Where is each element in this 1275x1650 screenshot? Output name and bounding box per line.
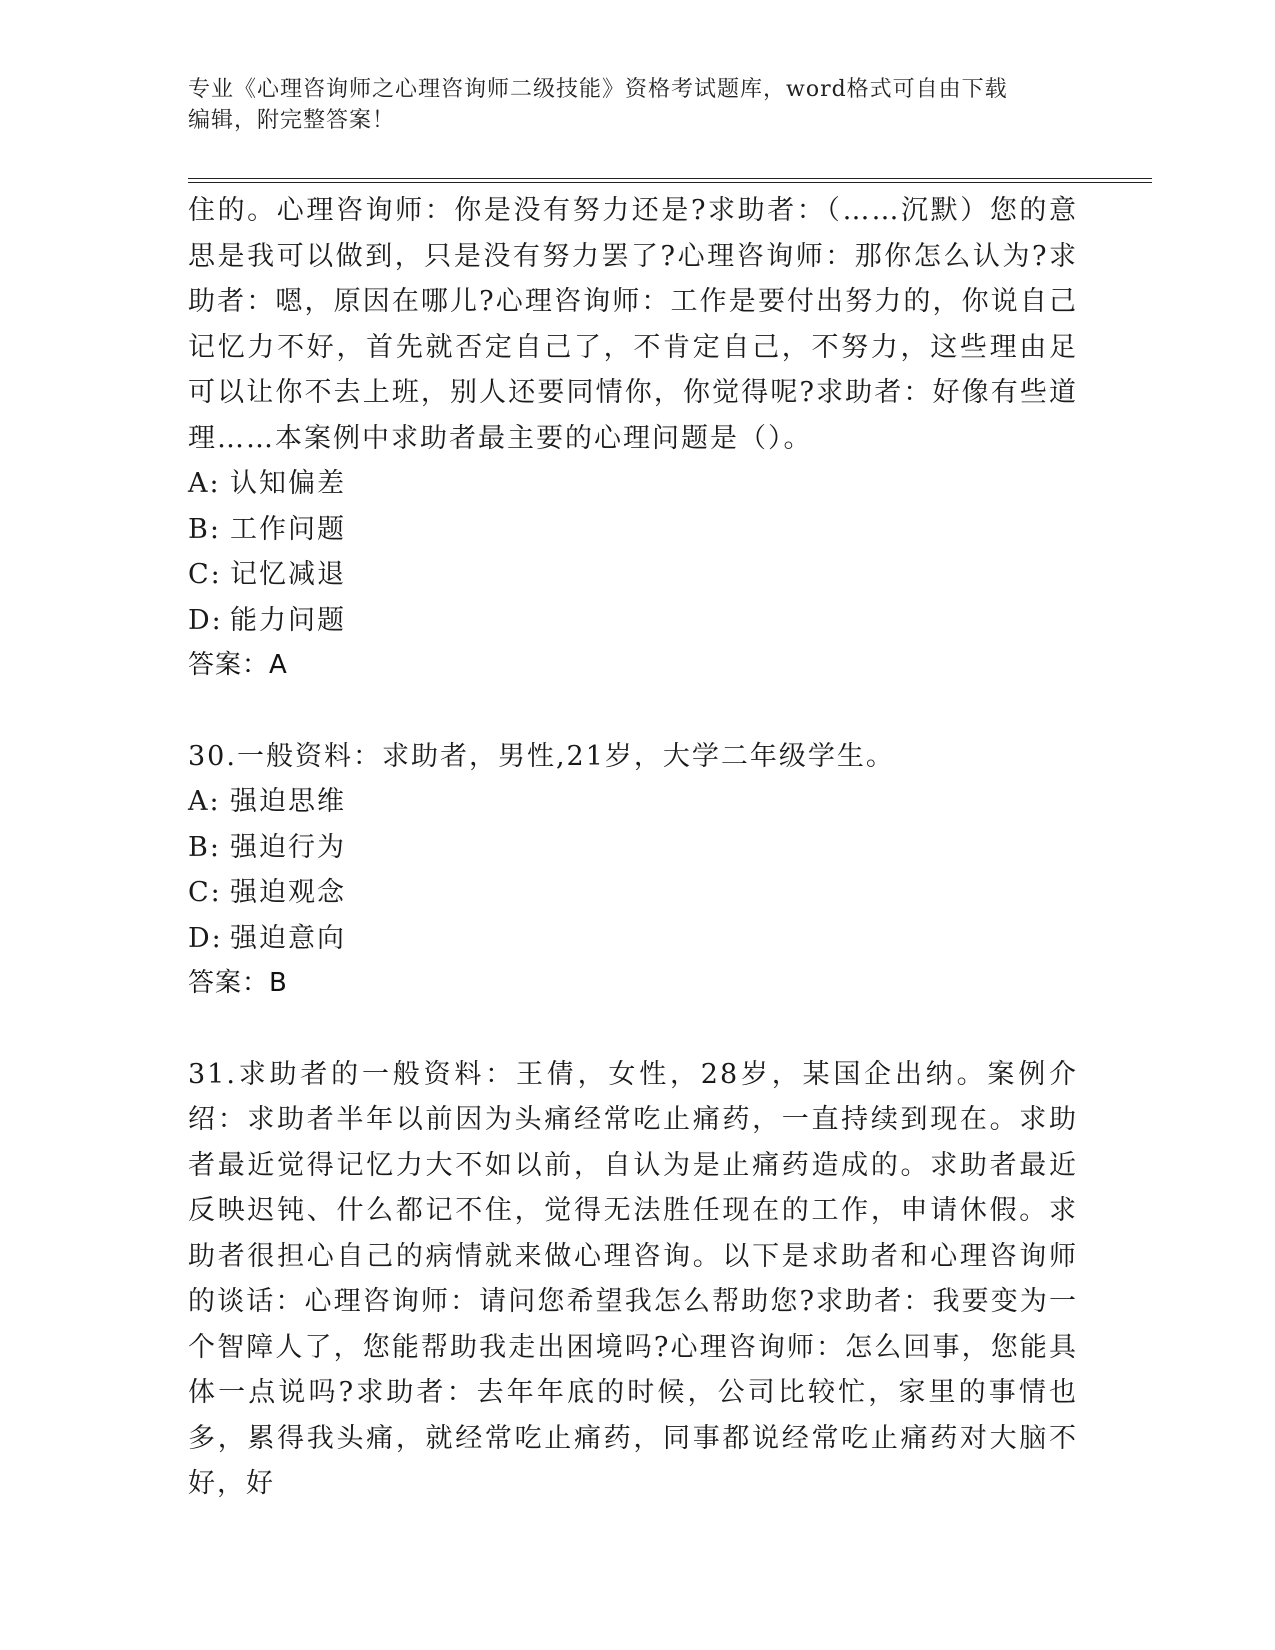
document-body — [188, 188, 1078, 1507]
question-30-option-d — [188, 916, 1078, 962]
question-30-text: 30.一般资料：求助者，男性,21岁，大学二年级学生。 — [188, 740, 895, 772]
question-31-text: 31.求助者的一般资料：王倩，女性，28岁，某国企出纳。案例介绍：求助者半年以前因为头痛经常吃止痛药，一直持续到现在。求助者最近觉得记忆力大不如以前，自认为是止痛药造成的。求助者最近反映迟钝、什么都记不住，觉得无法胜任现在的工作，申请休假。求助者很担心自己的病情就来做心理咨询。以下是求助者和心理咨询师的谈话：心理咨询师：请问您希望我怎么帮助您?求助者：我要变为一个智障人了，您能帮助我走出困境吗?心理咨询师：怎么回事，您能具体一点说吗?求助者：去年年底的时候，公司比较忙，家里的事情也多，累得我头痛，就经常吃止痛药，同事都说经常吃止痛药对大脑不好，好 — [188, 1058, 1078, 1499]
question-30-option-a — [188, 779, 1078, 825]
question-30 — [188, 734, 1078, 1007]
question-29-option-d — [188, 598, 1078, 644]
option-letter: B: — [188, 831, 221, 863]
option-letter: B: — [188, 513, 221, 545]
question-30-answer: 答案：B — [188, 968, 288, 998]
header-line-2: 编辑，附完整答案！ — [188, 108, 396, 133]
option-text: 强迫意向 — [230, 922, 346, 954]
header-line-1: 专业《心理咨询师之心理咨询师二级技能》资格考试题库，word格式可自由下载 — [188, 77, 1008, 102]
question-29 — [188, 188, 1078, 689]
option-text: 能力问题 — [230, 604, 346, 636]
option-letter: A: — [188, 786, 221, 817]
question-29-text: 住的。心理咨询师：你是没有努力还是?求助者：（……沉默）您的意思是我可以做到，只是没有努力罢了?心理咨询师：那你怎么认为?求助者：嗯，原因在哪儿?心理咨询师：工作是要付出努力的，你说自己记忆力不好，首先就否定自己了，不肯定自己，不努力，这些理由足可以让你不去上班，别人还要同情你，你觉得呢?求助者：好像有些道理……本案例中求助者最主要的心理问题是（）。 — [188, 195, 1078, 454]
header-divider-bottom — [188, 182, 1152, 183]
question-30-option-b — [188, 825, 1078, 871]
option-text: 认知偏差 — [230, 468, 346, 499]
page-header — [188, 74, 1068, 136]
option-letter: C: — [188, 559, 222, 590]
option-letter: D: — [188, 922, 223, 954]
question-29-option-b — [188, 507, 1078, 553]
question-30-option-c — [188, 870, 1078, 916]
option-letter: C: — [188, 877, 222, 908]
question-29-option-c — [188, 552, 1078, 598]
header-divider-top — [188, 178, 1152, 179]
option-text: 工作问题 — [230, 513, 346, 545]
spacer — [188, 689, 1078, 734]
option-text: 记忆减退 — [230, 559, 346, 590]
question-29-answer: 答案：A — [188, 650, 288, 680]
question-29-option-a — [188, 461, 1078, 507]
option-letter: D: — [188, 604, 223, 636]
spacer — [188, 1007, 1078, 1052]
option-text: 强迫行为 — [230, 831, 346, 863]
question-31 — [188, 1052, 1078, 1507]
option-letter: A: — [188, 468, 221, 499]
option-text: 强迫思维 — [230, 786, 346, 817]
option-text: 强迫观念 — [230, 877, 346, 908]
